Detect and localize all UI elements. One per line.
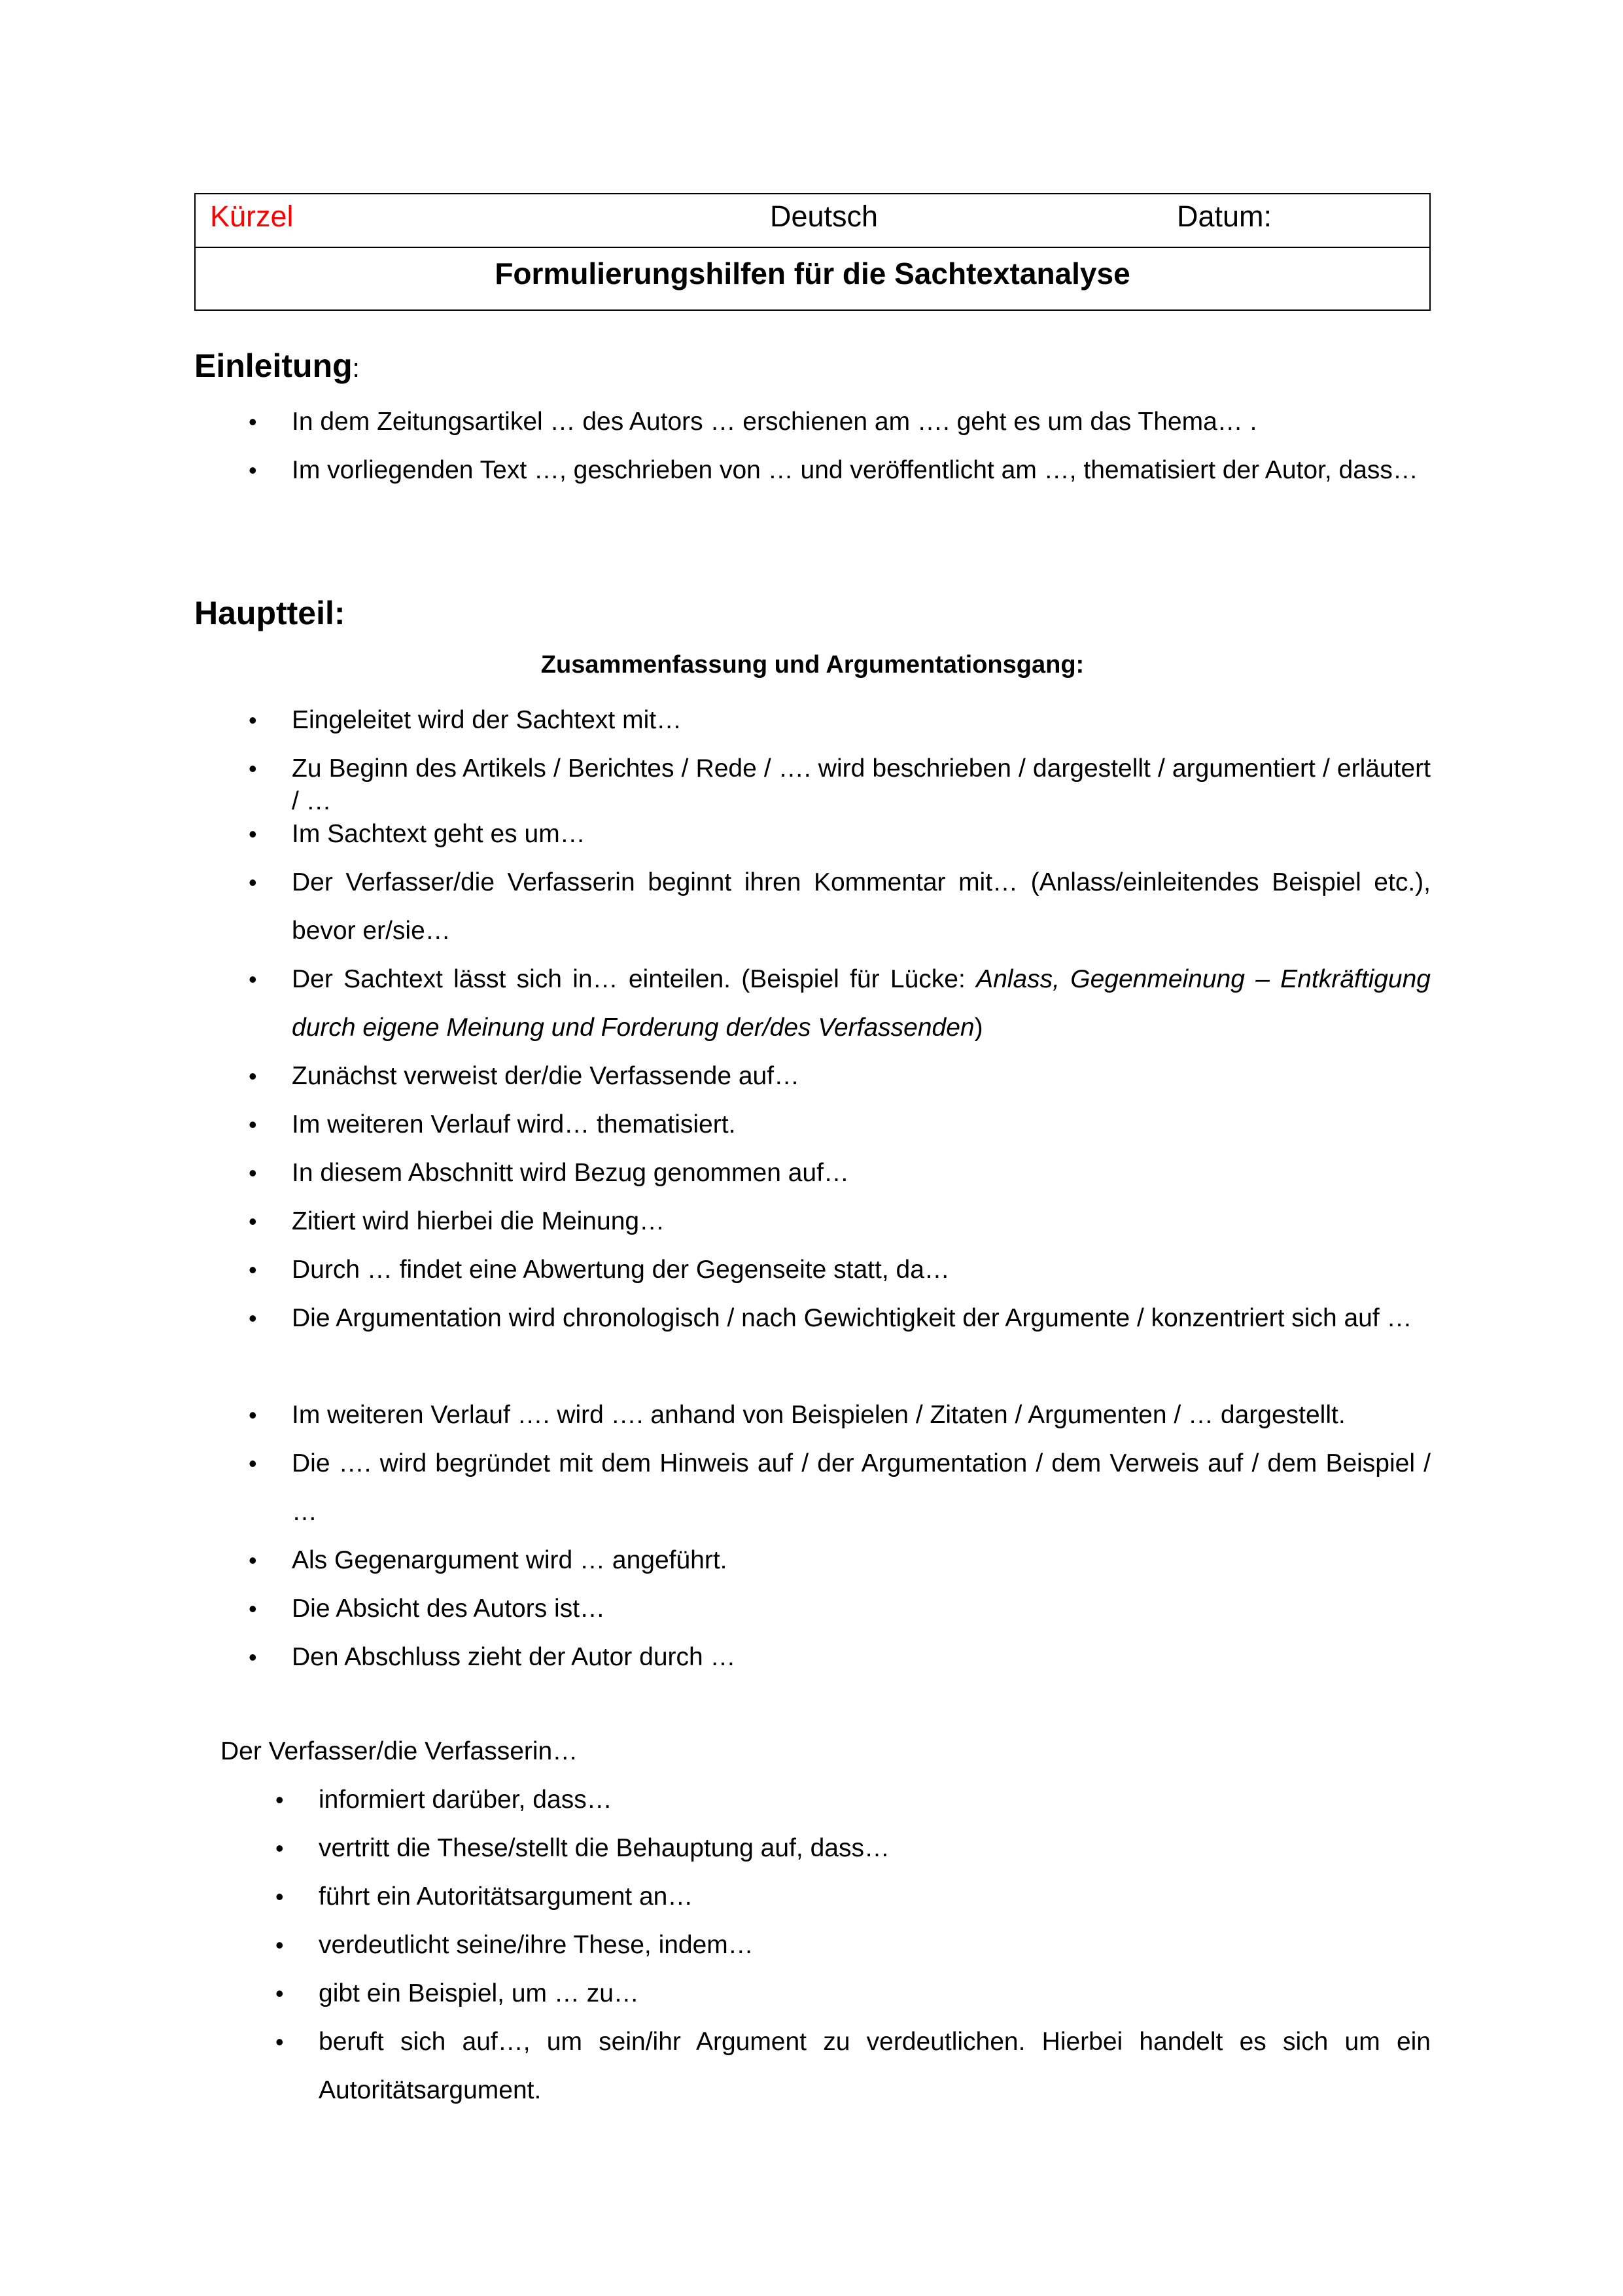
list-item: • Im weiteren Verlauf wird… thematisiert. (292, 1101, 1431, 1149)
bullet-icon: • (249, 1547, 257, 1574)
bullet-icon: • (275, 1786, 284, 1813)
header-table (194, 193, 1431, 311)
list-item: • beruft sich auf…, um sein/ihr Argument zu verdeutlichen. Hierbei handelt es sich um ein Autoritätsargument. (319, 2018, 1431, 2115)
bullet-icon: • (249, 1111, 257, 1138)
list-item: • Die Absicht des Autors ist… (292, 1585, 1431, 1633)
bullet-icon: • (249, 408, 257, 435)
example-text: Anlass, Gegenmeinung – Entkräftigung durch eigene Meinung und Forderung der/des Verfassenden (292, 965, 1431, 1042)
bullet-icon: • (249, 966, 257, 993)
date-label: Datum: (1177, 200, 1272, 233)
list-item: • gibt ein Beispiel, um … zu… (319, 1969, 1431, 2018)
bullet-icon: • (249, 1450, 257, 1477)
list-item: • Durch … findet eine Abwertung der Gegenseite statt, da… (292, 1246, 1431, 1294)
verfasser-intro: Der Verfasser/die Verfasserin… (220, 1737, 578, 1765)
kuerzel-label: Kürzel (210, 200, 294, 233)
list-item: • Die …. wird begründet mit dem Hinweis auf / der Argumentation / dem Verweis auf / dem Beispiel / … (292, 1439, 1431, 1536)
document-title: Formulierungshilfen für die Sachtextanalyse (495, 256, 1130, 291)
list-item: • vertritt die These/stellt die Behauptung auf, dass… (319, 1824, 1431, 1873)
bullet-icon: • (249, 1305, 257, 1332)
bullet-icon: • (249, 869, 257, 896)
bullet-icon: • (249, 821, 257, 847)
bullet-icon: • (249, 707, 257, 733)
list-item: • Die Argumentation wird chronologisch / nach Gewichtigkeit der Argumente / konzentriert sich auf … (292, 1294, 1431, 1343)
bullet-icon: • (249, 457, 257, 484)
list-item: • Im Sachtext geht es um… (292, 810, 1431, 858)
list-item: • Zunächst verweist der/die Verfassende auf… (292, 1052, 1431, 1101)
list-item: • Im weiteren Verlauf …. wird …. anhand von Beispielen / Zitaten / Argumenten / … dargestellt. (292, 1391, 1431, 1439)
list-item: • Eingeleitet wird der Sachtext mit… (292, 696, 1431, 745)
list-item: • Als Gegenargument wird … angeführt. (292, 1536, 1431, 1585)
list-item: • verdeutlicht seine/ihre These, indem… (319, 1921, 1431, 1969)
bullet-icon: • (249, 1402, 257, 1428)
list-item: • Den Abschluss zieht der Autor durch … (292, 1633, 1431, 1682)
bullet-icon: • (249, 1256, 257, 1283)
subject-label: Deutsch (770, 200, 879, 233)
header-row (196, 194, 1429, 248)
bullet-icon: • (275, 1932, 284, 1958)
bullet-icon: • (249, 1644, 257, 1670)
bullet-icon: • (275, 1835, 284, 1862)
bullet-icon: • (249, 1208, 257, 1235)
list-item: • informiert darüber, dass… (319, 1776, 1431, 1824)
bullet-icon: • (249, 1063, 257, 1089)
bullet-icon: • (249, 755, 257, 782)
bullet-icon: • (275, 2028, 284, 2055)
list-item: • Zitiert wird hierbei die Meinung… (292, 1197, 1431, 1246)
bullet-icon: • (275, 1883, 284, 1910)
bullet-icon: • (275, 1980, 284, 2007)
list-item: • führt ein Autoritätsargument an… (319, 1873, 1431, 1921)
list-item: • Im vorliegenden Text …, geschrieben von … und veröffentlicht am …, thematisiert der Autor, dass… (292, 446, 1431, 495)
einleitung-heading: Einleitung: (194, 347, 360, 384)
list-item: • In dem Zeitungsartikel … des Autors … erschienen am …. geht es um das Thema… . (292, 398, 1431, 446)
bullet-icon: • (249, 1595, 257, 1622)
bullet-icon: • (249, 1159, 257, 1186)
list-item: • Der Sachtext lässt sich in… einteilen. (Beispiel für Lücke: Anlass, Gegenmeinung – Entkräftigung durch eigene Meinung und Forderung der/des Verfassenden) (292, 955, 1431, 1052)
list-item: • In diesem Abschnitt wird Bezug genommen auf… (292, 1149, 1431, 1197)
hauptteil-heading: Hauptteil: (194, 595, 345, 631)
list-item: • Der Verfasser/die Verfasserin beginnt ihren Kommentar mit… (Anlass/einleitendes Beispiel etc.), bevor er/sie… (292, 858, 1431, 955)
list-item: • Zu Beginn des Artikels / Berichtes / Rede / …. wird beschrieben / dargestellt / argumentiert / erläutert / … (292, 752, 1431, 818)
subsection-heading: Zusammenfassung und Argumentationsgang: (540, 651, 1085, 679)
